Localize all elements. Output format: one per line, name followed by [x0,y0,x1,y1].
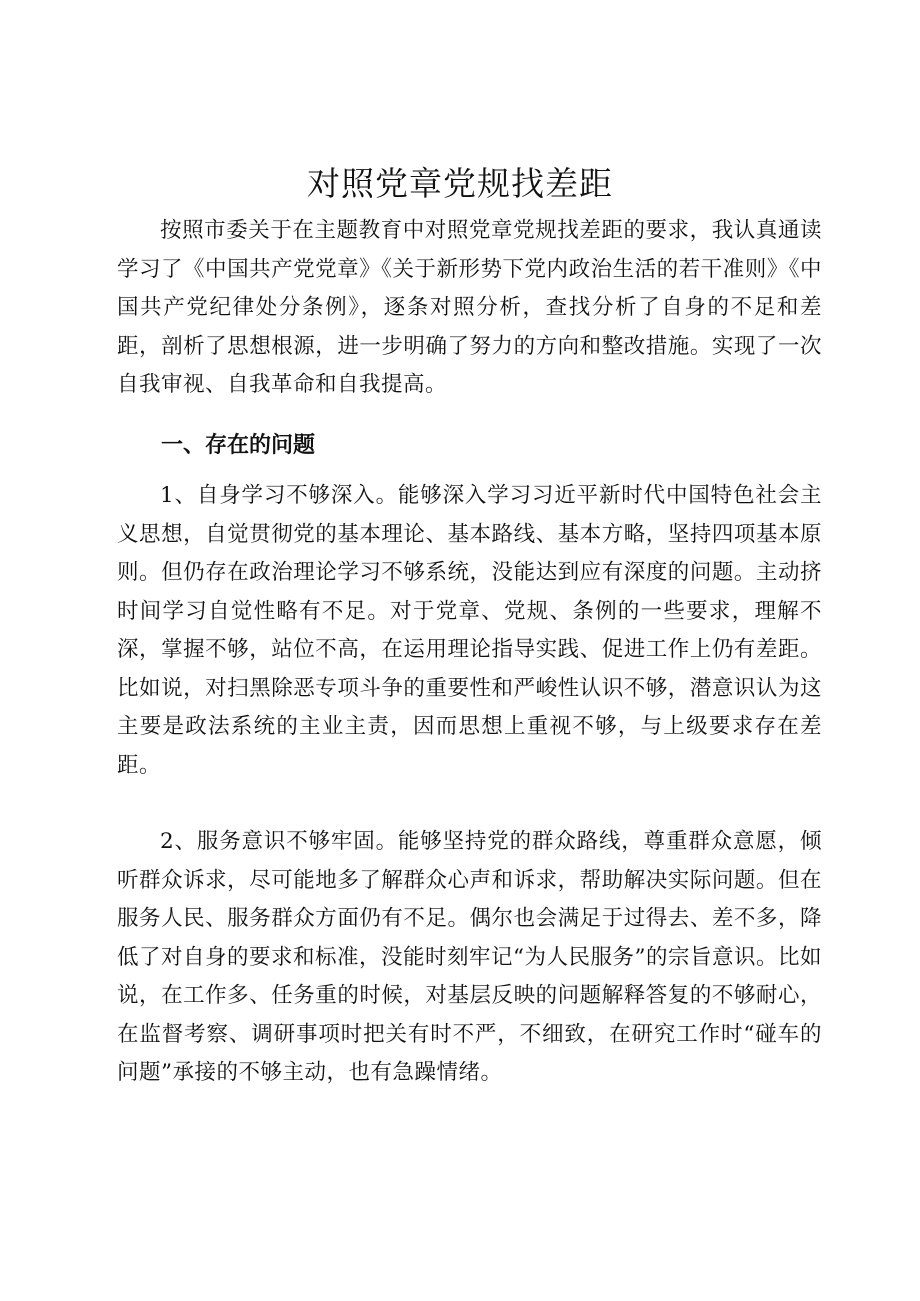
intro-paragraph: 按照市委关于在主题教育中对照党章党规找差距的要求，我认真通读学习了《中国共产党党章》《关于新形势下党内政治生活的若干准则》《中国共产党纪律处分条例》，逐条对照分析，查找分析了自身的不足和差距，剖析了思想根源，进一步明确了努力的方向和整改措施。实现了一次自我审视、自我革命和自我提高。 [117,218,822,397]
problem-item-1: 1、自身学习不够深入。能够深入学习习近平新时代中国特色社会主义思想，自觉贯彻党的基本理论、基本路线、基本方略，坚持四项基本原则。但仍存在政治理论学习不够系统，没能达到应有深度的问题。主动挤时间学习自觉性略有不足。对于党章、党规、条例的一些要求，理解不深，掌握不够，站位不高，在运用理论指导实践、促进工作上仍有差距。比如说，对扫黑除恶专项斗争的重要性和严峻性认识不够，潜意识认为这主要是政法系统的主业主责，因而思想上重视不够，与上级要求存在差距。 [117,483,822,778]
section-heading: 一、存在的问题 [161,433,316,458]
document-title: 对照党章党规找差距 [307,164,613,203]
problem-item-2: 2、服务意识不够牢固。能够坚持党的群众路线，尊重群众意愿，倾听群众诉求，尽可能地多了解群众心声和诉求，帮助解决实际问题。但在服务人民、服务群众方面仍有不足。偶尔也会满足于过得去、差不多，降低了对自身的要求和标准，没能时刻牢记“为人民服务”的宗旨意识。比如说，在工作多、任务重的时候，对基层反映的问题解释答复的不够耐心，在监督考察、调研事项时把关有时不严，不细致，在研究工作时“碰车的问题”承接的不够主动，也有急躁情绪。 [117,829,822,1085]
